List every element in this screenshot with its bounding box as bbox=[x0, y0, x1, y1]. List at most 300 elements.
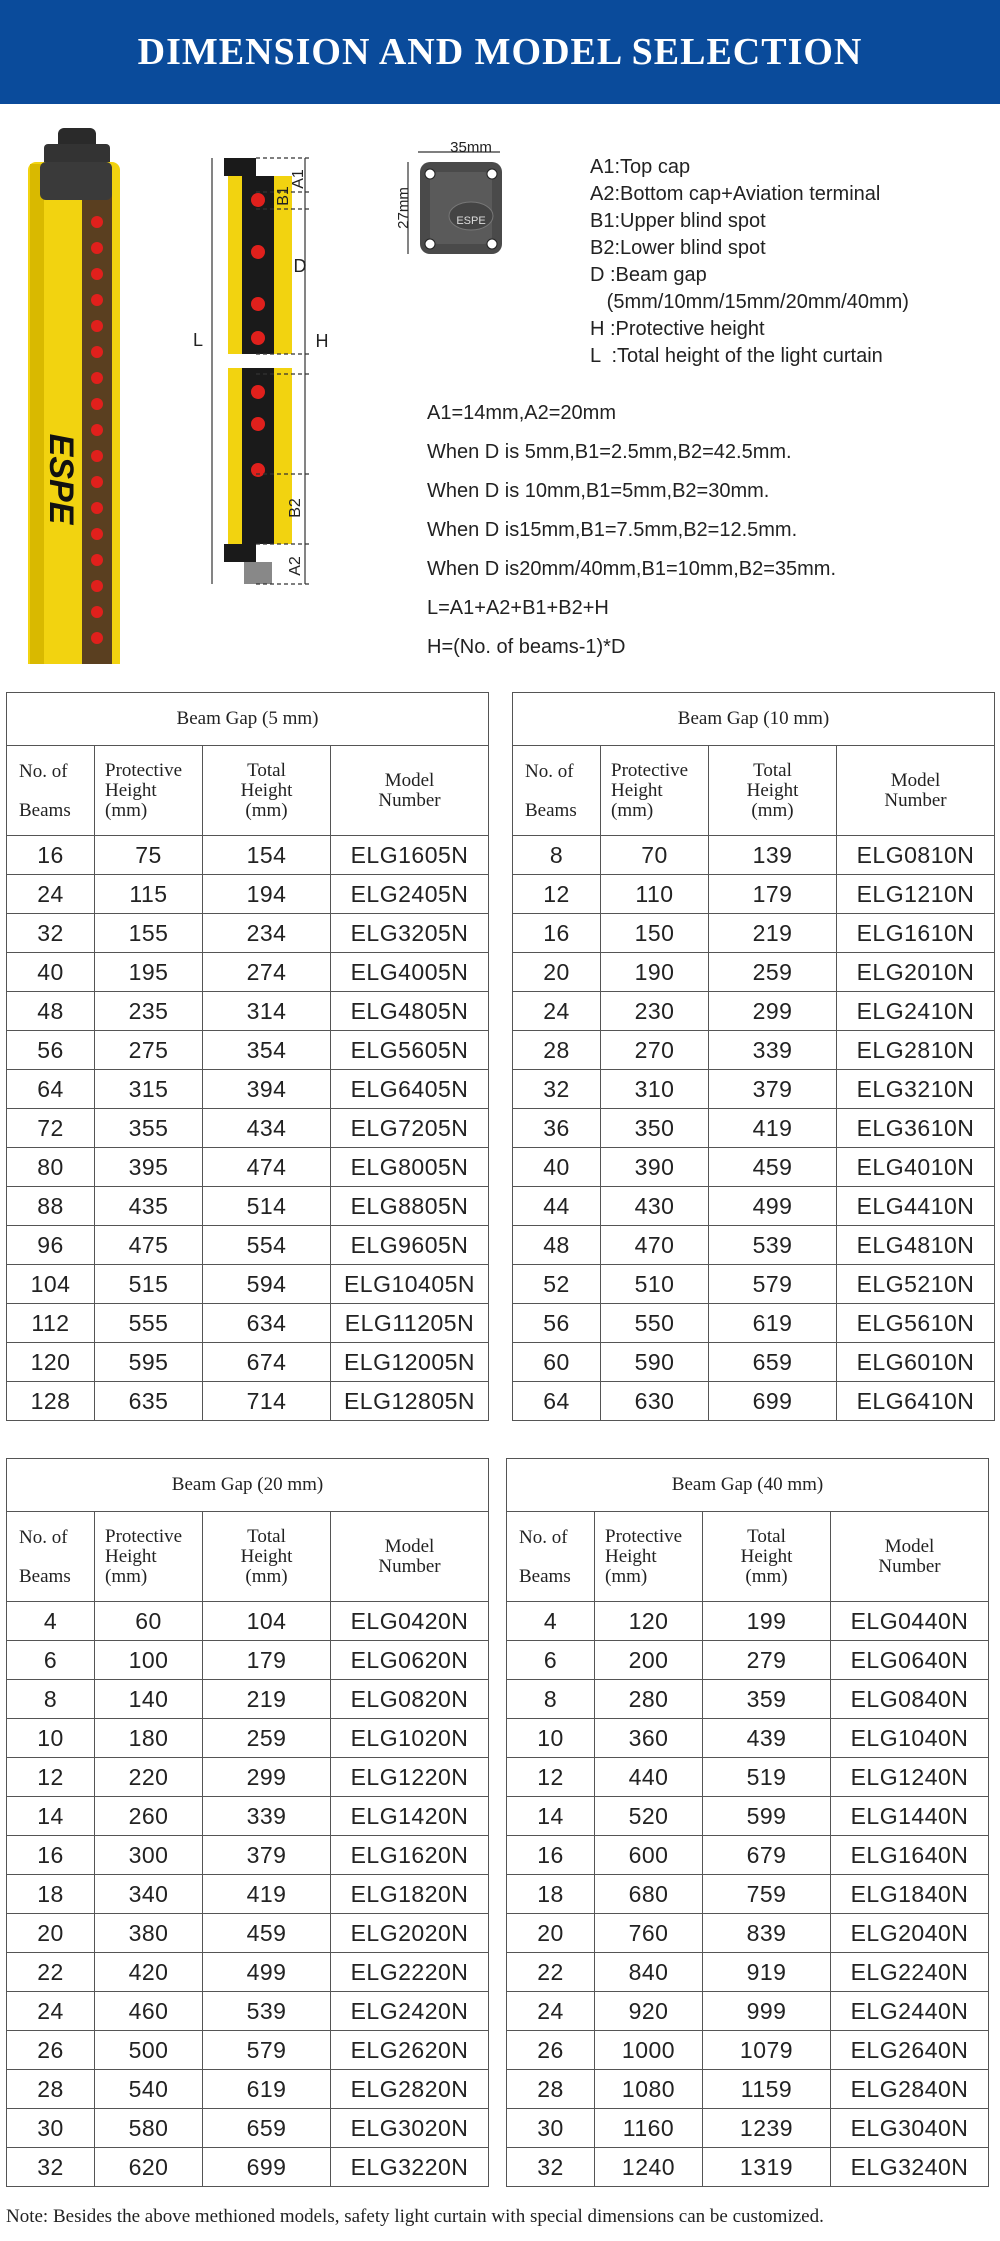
protective-height-cell: 220 bbox=[95, 1758, 203, 1797]
protective-height-cell: 635 bbox=[95, 1382, 203, 1421]
table-row bbox=[7, 1226, 489, 1265]
total-height-cell: 1079 bbox=[703, 2031, 831, 2070]
protective-height-cell: 275 bbox=[95, 1031, 203, 1070]
dimension-diagram bbox=[0, 104, 1000, 664]
beams-cell: 52 bbox=[513, 1265, 601, 1304]
column-header-model-number bbox=[837, 746, 995, 836]
column-header-total-height bbox=[709, 746, 837, 836]
total-height-cell: 359 bbox=[703, 1680, 831, 1719]
beams-cell: 12 bbox=[7, 1758, 95, 1797]
model-number-cell: ELG5210N bbox=[837, 1265, 995, 1304]
column-header-beams bbox=[513, 746, 601, 836]
column-header-text: Height bbox=[611, 779, 663, 801]
model-number-cell: ELG2010N bbox=[837, 953, 995, 992]
model-number-cell: ELG2040N bbox=[831, 1914, 989, 1953]
emitter-led bbox=[91, 398, 103, 410]
formula-line: When D is15mm,B1=7.5mm,B2=12.5mm. bbox=[427, 519, 798, 541]
emitter-led bbox=[91, 294, 103, 306]
column-header-text: Height bbox=[605, 1545, 657, 1567]
beams-cell: 18 bbox=[507, 1875, 595, 1914]
protective-height-cell: 270 bbox=[601, 1031, 709, 1070]
total-height-cell: 699 bbox=[709, 1382, 837, 1421]
protective-height-cell: 340 bbox=[95, 1875, 203, 1914]
table-row bbox=[513, 1187, 995, 1226]
beams-cell: 32 bbox=[507, 2148, 595, 2187]
protective-height-cell: 550 bbox=[601, 1304, 709, 1343]
total-height-cell: 579 bbox=[203, 2031, 331, 2070]
total-height-cell: 339 bbox=[709, 1031, 837, 1070]
model-number-cell: ELG8805N bbox=[331, 1187, 489, 1226]
column-header-protective-height bbox=[595, 1512, 703, 1602]
table-caption: Beam Gap (20 mm) bbox=[7, 1459, 489, 1512]
beams-cell: 10 bbox=[7, 1719, 95, 1758]
model-number-cell: ELG3205N bbox=[331, 914, 489, 953]
beams-cell: 32 bbox=[513, 1070, 601, 1109]
table-row bbox=[513, 1109, 995, 1148]
legend-item: B1:Upper blind spot bbox=[590, 210, 766, 232]
beams-cell: 24 bbox=[7, 875, 95, 914]
brand-logo: ESPE bbox=[42, 433, 80, 525]
column-header-text: Protective bbox=[105, 759, 183, 781]
protective-height-cell: 1000 bbox=[595, 2031, 703, 2070]
protective-height-cell: 180 bbox=[95, 1719, 203, 1758]
protective-height-cell: 110 bbox=[601, 875, 709, 914]
beams-cell: 24 bbox=[513, 992, 601, 1031]
table-row bbox=[513, 875, 995, 914]
column-header-model-number bbox=[831, 1512, 989, 1602]
dim-label-a2: A2 bbox=[287, 556, 304, 576]
column-header-text: Model bbox=[884, 1535, 935, 1557]
total-height-cell: 619 bbox=[709, 1304, 837, 1343]
column-header-text: Number bbox=[378, 789, 441, 811]
total-height-cell: 274 bbox=[203, 953, 331, 992]
legend-item: B2:Lower blind spot bbox=[590, 237, 766, 259]
model-number-cell: ELG0420N bbox=[331, 1602, 489, 1641]
beams-cell: 22 bbox=[7, 1953, 95, 1992]
beams-cell: 30 bbox=[7, 2109, 95, 2148]
column-header-text: Total bbox=[247, 1525, 286, 1547]
beams-cell: 128 bbox=[7, 1382, 95, 1421]
formula-line: When D is20mm/40mm,B1=10mm,B2=35mm. bbox=[427, 558, 837, 580]
table-row bbox=[7, 1680, 489, 1719]
legend-item: A1:Top cap bbox=[590, 156, 691, 178]
column-header-model-number bbox=[331, 1512, 489, 1602]
total-height-cell: 839 bbox=[703, 1914, 831, 1953]
beams-cell: 28 bbox=[513, 1031, 601, 1070]
table-row bbox=[513, 953, 995, 992]
total-height-cell: 674 bbox=[203, 1343, 331, 1382]
table-row bbox=[507, 1992, 989, 2031]
total-height-cell: 434 bbox=[203, 1109, 331, 1148]
beams-cell: 22 bbox=[507, 1953, 595, 1992]
table-row bbox=[513, 1070, 995, 1109]
table-row bbox=[7, 1109, 489, 1148]
model-number-cell: ELG9605N bbox=[331, 1226, 489, 1265]
total-height-cell: 759 bbox=[703, 1875, 831, 1914]
protective-height-cell: 310 bbox=[601, 1070, 709, 1109]
protective-height-cell: 120 bbox=[595, 1602, 703, 1641]
beams-cell: 8 bbox=[507, 1680, 595, 1719]
table-row bbox=[7, 1343, 489, 1382]
dim-label-h: H bbox=[315, 331, 329, 351]
column-header-text: Model bbox=[890, 769, 941, 791]
table-row bbox=[7, 1953, 489, 1992]
total-height-cell: 554 bbox=[203, 1226, 331, 1265]
table-row bbox=[7, 953, 489, 992]
total-height-cell: 234 bbox=[203, 914, 331, 953]
column-header-text: (mm) bbox=[105, 799, 148, 821]
dim-label-b2: B2 bbox=[287, 498, 304, 518]
protective-height-cell: 620 bbox=[95, 2148, 203, 2187]
beams-cell: 6 bbox=[7, 1641, 95, 1680]
model-number-cell: ELG1420N bbox=[331, 1797, 489, 1836]
model-number-cell: ELG1610N bbox=[837, 914, 995, 953]
total-height-cell: 354 bbox=[203, 1031, 331, 1070]
beams-cell: 8 bbox=[513, 836, 601, 875]
total-height-cell: 219 bbox=[709, 914, 837, 953]
emitter-led bbox=[91, 242, 103, 254]
table-row bbox=[507, 1758, 989, 1797]
total-height-cell: 299 bbox=[709, 992, 837, 1031]
protective-height-cell: 580 bbox=[95, 2109, 203, 2148]
table-row bbox=[7, 1719, 489, 1758]
legend-item: L :Total height of the light curtain bbox=[590, 345, 883, 367]
beams-cell: 28 bbox=[7, 2070, 95, 2109]
protective-height-cell: 190 bbox=[601, 953, 709, 992]
total-height-cell: 179 bbox=[203, 1641, 331, 1680]
formula-line: L=A1+A2+B1+B2+H bbox=[427, 597, 609, 619]
protective-height-cell: 350 bbox=[601, 1109, 709, 1148]
table-row bbox=[507, 2148, 989, 2187]
column-header-text: Beams bbox=[19, 1565, 71, 1587]
column-header-text: Height bbox=[740, 1545, 793, 1567]
total-height-cell: 714 bbox=[203, 1382, 331, 1421]
total-height-cell: 194 bbox=[203, 875, 331, 914]
total-height-cell: 419 bbox=[203, 1875, 331, 1914]
total-height-cell: 314 bbox=[203, 992, 331, 1031]
total-height-cell: 1159 bbox=[703, 2070, 831, 2109]
table-row bbox=[7, 1070, 489, 1109]
protective-height-cell: 1160 bbox=[595, 2109, 703, 2148]
page-title: DIMENSION AND MODEL SELECTION bbox=[137, 31, 863, 73]
total-height-cell: 179 bbox=[709, 875, 837, 914]
model-number-cell: ELG6405N bbox=[331, 1070, 489, 1109]
protective-height-cell: 355 bbox=[95, 1109, 203, 1148]
beam-led bbox=[251, 193, 265, 207]
model-number-cell: ELG5610N bbox=[837, 1304, 995, 1343]
protective-height-cell: 920 bbox=[595, 1992, 703, 2031]
column-header-text: (mm) bbox=[605, 1565, 648, 1587]
column-header-text: No. of bbox=[19, 760, 68, 782]
column-header-text: Number bbox=[878, 1555, 941, 1577]
table-row bbox=[507, 1719, 989, 1758]
table-row bbox=[7, 2148, 489, 2187]
beams-cell: 14 bbox=[507, 1797, 595, 1836]
beams-cell: 8 bbox=[7, 1680, 95, 1719]
total-height-cell: 1319 bbox=[703, 2148, 831, 2187]
protective-height-cell: 760 bbox=[595, 1914, 703, 1953]
beams-cell: 64 bbox=[7, 1070, 95, 1109]
total-height-cell: 199 bbox=[703, 1602, 831, 1641]
total-height-cell: 154 bbox=[203, 836, 331, 875]
width-dimension-label: 35mm bbox=[450, 139, 492, 156]
total-height-cell: 104 bbox=[203, 1602, 331, 1641]
column-header-text: No. of bbox=[519, 1526, 568, 1548]
beams-cell: 40 bbox=[7, 953, 95, 992]
table-row bbox=[507, 1641, 989, 1680]
formula-line: H=(No. of beams-1)*D bbox=[427, 636, 626, 658]
legend-item: (5mm/10mm/15mm/20mm/40mm) bbox=[590, 291, 909, 313]
protective-height-cell: 235 bbox=[95, 992, 203, 1031]
beam-led bbox=[251, 417, 265, 431]
model-number-cell: ELG4010N bbox=[837, 1148, 995, 1187]
beams-cell: 72 bbox=[7, 1109, 95, 1148]
column-header-text: Protective bbox=[105, 1525, 183, 1547]
protective-height-cell: 230 bbox=[601, 992, 709, 1031]
side-dimension-drawing bbox=[212, 158, 312, 584]
beams-cell: 56 bbox=[7, 1031, 95, 1070]
table-row bbox=[513, 1382, 995, 1421]
table-row bbox=[7, 1758, 489, 1797]
column-header-text: Protective bbox=[611, 759, 689, 781]
beam-gap-20mm-table bbox=[6, 1458, 489, 2187]
total-height-cell: 279 bbox=[703, 1641, 831, 1680]
table-row bbox=[7, 1265, 489, 1304]
model-number-cell: ELG1210N bbox=[837, 875, 995, 914]
table-caption: Beam Gap (10 mm) bbox=[513, 693, 995, 746]
table-row bbox=[507, 1602, 989, 1641]
model-number-cell: ELG2220N bbox=[331, 1953, 489, 1992]
beam-led bbox=[251, 331, 265, 345]
dimension-formulas bbox=[427, 394, 836, 667]
protective-height-cell: 155 bbox=[95, 914, 203, 953]
table-row bbox=[7, 1187, 489, 1226]
beam-gap-40mm-table bbox=[506, 1458, 989, 2187]
protective-height-cell: 520 bbox=[595, 1797, 703, 1836]
beams-cell: 32 bbox=[7, 2148, 95, 2187]
model-number-cell: ELG3220N bbox=[331, 2148, 489, 2187]
table-row bbox=[7, 1382, 489, 1421]
protective-height-cell: 435 bbox=[95, 1187, 203, 1226]
protective-height-cell: 70 bbox=[601, 836, 709, 875]
total-height-cell: 459 bbox=[203, 1914, 331, 1953]
protective-height-cell: 630 bbox=[601, 1382, 709, 1421]
beam-gap-10mm-table bbox=[512, 692, 995, 1421]
column-header-text: Number bbox=[378, 1555, 441, 1577]
total-height-cell: 519 bbox=[703, 1758, 831, 1797]
beams-cell: 48 bbox=[7, 992, 95, 1031]
protective-height-cell: 195 bbox=[95, 953, 203, 992]
model-number-cell: ELG3240N bbox=[831, 2148, 989, 2187]
table-row bbox=[513, 1031, 995, 1070]
model-number-cell: ELG12805N bbox=[331, 1382, 489, 1421]
height-dimension-label: 27mm bbox=[395, 187, 412, 229]
table-row bbox=[7, 914, 489, 953]
beams-cell: 26 bbox=[507, 2031, 595, 2070]
total-height-cell: 594 bbox=[203, 1265, 331, 1304]
protective-height-cell: 440 bbox=[595, 1758, 703, 1797]
protective-height-cell: 540 bbox=[95, 2070, 203, 2109]
table-row bbox=[7, 1797, 489, 1836]
model-number-cell: ELG1220N bbox=[331, 1758, 489, 1797]
beams-cell: 60 bbox=[513, 1343, 601, 1382]
protective-height-cell: 315 bbox=[95, 1070, 203, 1109]
model-number-cell: ELG1020N bbox=[331, 1719, 489, 1758]
emitter-led bbox=[91, 580, 103, 592]
total-height-cell: 619 bbox=[203, 2070, 331, 2109]
model-number-cell: ELG2440N bbox=[831, 1992, 989, 2031]
total-height-cell: 514 bbox=[203, 1187, 331, 1226]
model-number-cell: ELG0810N bbox=[837, 836, 995, 875]
column-header-text: Total bbox=[753, 759, 792, 781]
protective-height-cell: 60 bbox=[95, 1602, 203, 1641]
total-height-cell: 1239 bbox=[703, 2109, 831, 2148]
table-caption: Beam Gap (5 mm) bbox=[7, 693, 489, 746]
beams-cell: 16 bbox=[7, 1836, 95, 1875]
column-header-text: (mm) bbox=[745, 1565, 788, 1587]
column-header-text: Beams bbox=[525, 799, 577, 821]
total-height-cell: 634 bbox=[203, 1304, 331, 1343]
model-number-cell: ELG1440N bbox=[831, 1797, 989, 1836]
column-header-text: (mm) bbox=[751, 799, 794, 821]
model-number-cell: ELG2640N bbox=[831, 2031, 989, 2070]
table-row bbox=[507, 1914, 989, 1953]
model-number-cell: ELG4810N bbox=[837, 1226, 995, 1265]
beams-cell: 4 bbox=[7, 1602, 95, 1641]
protective-height-cell: 380 bbox=[95, 1914, 203, 1953]
total-height-cell: 459 bbox=[709, 1148, 837, 1187]
beams-cell: 24 bbox=[507, 1992, 595, 2031]
protective-height-cell: 200 bbox=[595, 1641, 703, 1680]
model-number-cell: ELG4005N bbox=[331, 953, 489, 992]
beams-cell: 120 bbox=[7, 1343, 95, 1382]
dim-label-a1: A1 bbox=[290, 169, 307, 189]
page-title-banner bbox=[0, 0, 1000, 104]
beams-cell: 30 bbox=[507, 2109, 595, 2148]
emitter-led bbox=[91, 268, 103, 280]
protective-height-cell: 600 bbox=[595, 1836, 703, 1875]
model-number-cell: ELG2810N bbox=[837, 1031, 995, 1070]
total-height-cell: 299 bbox=[203, 1758, 331, 1797]
total-height-cell: 259 bbox=[203, 1719, 331, 1758]
beams-cell: 26 bbox=[7, 2031, 95, 2070]
table-row bbox=[507, 2031, 989, 2070]
column-header-text: Model bbox=[384, 769, 435, 791]
model-number-cell: ELG0640N bbox=[831, 1641, 989, 1680]
total-height-cell: 499 bbox=[203, 1953, 331, 1992]
table-row bbox=[513, 1148, 995, 1187]
table-row bbox=[7, 1602, 489, 1641]
protective-height-cell: 390 bbox=[601, 1148, 709, 1187]
emitter-led bbox=[91, 372, 103, 384]
column-header-total-height bbox=[703, 1512, 831, 1602]
protective-height-cell: 420 bbox=[95, 1953, 203, 1992]
total-height-cell: 394 bbox=[203, 1070, 331, 1109]
protective-height-cell: 590 bbox=[601, 1343, 709, 1382]
column-header-total-height bbox=[203, 1512, 331, 1602]
total-height-cell: 139 bbox=[709, 836, 837, 875]
model-number-cell: ELG1620N bbox=[331, 1836, 489, 1875]
protective-height-cell: 280 bbox=[595, 1680, 703, 1719]
table-row bbox=[7, 836, 489, 875]
emitter-led bbox=[91, 450, 103, 462]
protective-height-cell: 840 bbox=[595, 1953, 703, 1992]
table-row bbox=[7, 1992, 489, 2031]
table-caption: Beam Gap (40 mm) bbox=[507, 1459, 989, 1512]
formula-line: A1=14mm,A2=20mm bbox=[427, 402, 616, 424]
table-row bbox=[507, 1680, 989, 1719]
protective-height-cell: 430 bbox=[601, 1187, 709, 1226]
beams-cell: 80 bbox=[7, 1148, 95, 1187]
emitter-led bbox=[91, 632, 103, 644]
column-header-text: Height bbox=[240, 1545, 293, 1567]
column-header-text: Total bbox=[747, 1525, 786, 1547]
table-row bbox=[513, 1343, 995, 1382]
column-header-text: (mm) bbox=[245, 799, 288, 821]
total-height-cell: 379 bbox=[709, 1070, 837, 1109]
column-header-text: Beams bbox=[19, 799, 71, 821]
beams-cell: 4 bbox=[507, 1602, 595, 1641]
table-row bbox=[507, 1836, 989, 1875]
dimension-legend bbox=[590, 154, 909, 370]
beams-cell: 96 bbox=[7, 1226, 95, 1265]
emitter-led bbox=[91, 424, 103, 436]
column-header-text: Model bbox=[384, 1535, 435, 1557]
dim-label-l: L bbox=[192, 330, 204, 350]
column-header-text: No. of bbox=[525, 760, 574, 782]
protective-height-cell: 150 bbox=[601, 914, 709, 953]
model-number-cell: ELG4410N bbox=[837, 1187, 995, 1226]
table-row bbox=[507, 1953, 989, 1992]
table-row bbox=[7, 992, 489, 1031]
protective-height-cell: 475 bbox=[95, 1226, 203, 1265]
beams-cell: 10 bbox=[507, 1719, 595, 1758]
total-height-cell: 259 bbox=[709, 953, 837, 992]
beam-led bbox=[251, 463, 265, 477]
cross-section-brand: ESPE bbox=[456, 215, 486, 227]
table-row bbox=[507, 1875, 989, 1914]
protective-height-cell: 1080 bbox=[595, 2070, 703, 2109]
model-number-cell: ELG0440N bbox=[831, 1602, 989, 1641]
beams-cell: 104 bbox=[7, 1265, 95, 1304]
total-height-cell: 474 bbox=[203, 1148, 331, 1187]
protective-height-cell: 460 bbox=[95, 1992, 203, 2031]
total-height-cell: 579 bbox=[709, 1265, 837, 1304]
model-number-cell: ELG12005N bbox=[331, 1343, 489, 1382]
table-row bbox=[513, 836, 995, 875]
column-header-text: Height bbox=[105, 1545, 157, 1567]
column-header-beams bbox=[507, 1512, 595, 1602]
total-height-cell: 499 bbox=[709, 1187, 837, 1226]
emitter-led bbox=[91, 554, 103, 566]
table-row bbox=[513, 1304, 995, 1343]
protective-height-cell: 680 bbox=[595, 1875, 703, 1914]
total-height-cell: 699 bbox=[203, 2148, 331, 2187]
column-header-protective-height bbox=[601, 746, 709, 836]
legend-item: H :Protective height bbox=[590, 318, 765, 340]
emitter-led bbox=[91, 606, 103, 618]
beams-cell: 48 bbox=[513, 1226, 601, 1265]
model-number-cell: ELG2405N bbox=[331, 875, 489, 914]
protective-height-cell: 75 bbox=[95, 836, 203, 875]
column-header-text: Protective bbox=[605, 1525, 683, 1547]
formula-line: When D is 5mm,B1=2.5mm,B2=42.5mm. bbox=[427, 441, 792, 463]
model-number-cell: ELG3210N bbox=[837, 1070, 995, 1109]
emitter-led bbox=[91, 528, 103, 540]
beam-led bbox=[251, 297, 265, 311]
column-header-beams bbox=[7, 746, 95, 836]
table-row bbox=[513, 992, 995, 1031]
